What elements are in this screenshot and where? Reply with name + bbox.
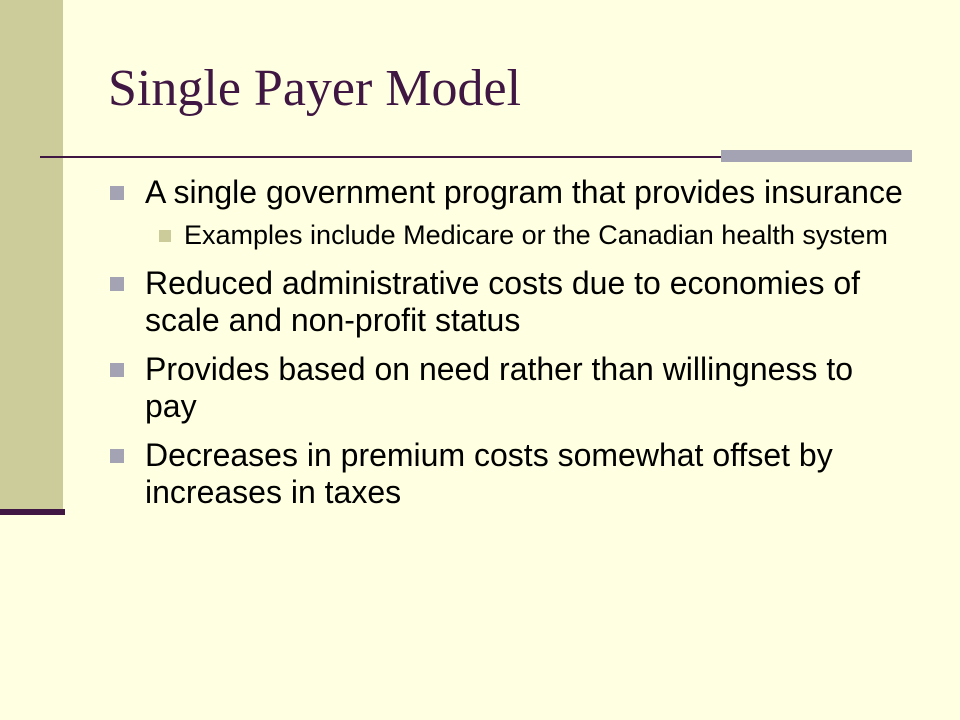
square-bullet-icon: [110, 186, 124, 200]
bullet-list: [108, 174, 908, 523]
bullet-item: [108, 437, 908, 511]
bullet-item: [108, 265, 908, 339]
side-decorative-bar: [0, 0, 63, 512]
square-bullet-icon: [110, 363, 124, 377]
sub-bullet-item: [154, 219, 908, 251]
square-bullet-icon: [110, 449, 124, 463]
bullet-text: Decreases in premium costs somewhat offset by increases in taxes: [145, 437, 833, 510]
sub-bullet-text: Examples include Medicare or the Canadian health system: [184, 220, 888, 250]
side-accent-line: [0, 509, 65, 515]
square-bullet-icon: [110, 277, 124, 291]
title-divider-accent: [721, 150, 912, 162]
bullet-text: A single government program that provides insurance: [145, 174, 903, 210]
bullet-text: Provides based on need rather than willingness to pay: [145, 351, 853, 424]
bullet-text: Reduced administrative costs due to economies of scale and non-profit status: [145, 265, 861, 338]
square-sub-bullet-icon: [159, 230, 171, 242]
bullet-item: [108, 351, 908, 425]
bullet-item: [108, 174, 908, 211]
slide-title: Single Payer Model: [108, 60, 522, 117]
